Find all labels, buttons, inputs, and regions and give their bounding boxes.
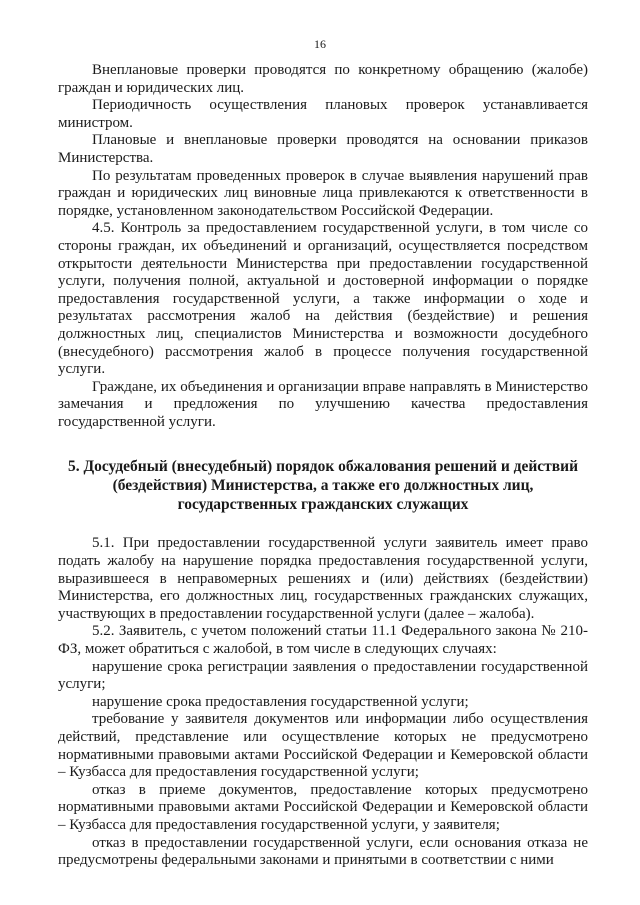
list-item: отказ в предоставлении государственной услуги, если основания отказа не предусмотрены федеральными законами и принятыми в соответствии с ними	[58, 834, 588, 869]
paragraph: Внеплановые проверки проводятся по конкретному обращению (жалобе) граждан и юридических лиц.	[58, 62, 588, 96]
list-item: нарушение срока регистрации заявления о предоставлении государственной услуги;	[58, 658, 588, 693]
list-item: нарушение срока предоставления государственной услуги;	[92, 693, 469, 710]
section-5-title: 5. Досудебный (внесудебный) порядок обжалования решений и действий (бездействия) Министерства, а также его должностных лиц, государственных гражданских служащих	[67, 458, 579, 514]
paragraph: Плановые и внеплановые проверки проводятся на основании приказов Министерства.	[58, 132, 588, 166]
list-item: отказ в приеме документов, предоставление которых предусмотрено нормативными правовыми актами Российской Федерации и Кемеровской области – Кузбасса для предоставления государственной услуги, у заявителя;	[58, 781, 588, 833]
paragraph-4-5: 4.5. Контроль за предоставлением государственной услуги, в том числе со стороны граждан, их объединений и организаций, осуществляется посредством открытости деятельности Министерства при предоставлении государственной услуги, получения полной, актуальной и достоверной информации о порядке предоставления государственной услуги, а также информации о ходе и результатах рассмотрения жалоб на действия (бездействие) и решения должностных лиц, специалистов Министерства и возможности досудебного (внесудебного) рассмотрения жалоб в процессе получения государственной услуги.	[58, 220, 588, 378]
paragraph: Граждане, их объединения и организации вправе направлять в Министерство замечания и предложения по улучшению качества предоставления государственной услуги.	[58, 378, 588, 430]
list-item: требование у заявителя документов или информации либо осуществления действий, представление или осуществление которых не предусмотрено нормативными правовыми актами Российской Федерации и Кемеровской области – Кузбасса для предоставления государственной услуги;	[58, 711, 588, 781]
paragraph-5-2: 5.2. Заявитель, с учетом положений статьи 11.1 Федерального закона № 210-ФЗ, может обратиться с жалобой, в том числе в следующих случаях:	[58, 623, 588, 658]
paragraph: По результатам проведенных проверок в случае выявления нарушений прав граждан и юридических лиц виновные лица привлекаются к ответственности в порядке, установленном законодательством Российской Федерации.	[58, 167, 588, 219]
page-number: 16	[314, 37, 326, 51]
document-body	[58, 62, 588, 870]
paragraph-5-1: 5.1. При предоставлении государственной услуги заявитель имеет право подать жалобу на нарушение порядка предоставления государственной услуги, выразившееся в неправомерных решениях и (или) действиях (бездействии) Министерства, его должностных лиц, государственных гражданских служащих, участвующих в предоставлении государственной услуги (далее – жалоба).	[58, 535, 588, 622]
paragraph: Периодичность осуществления плановых проверок устанавливается министром.	[58, 97, 588, 131]
